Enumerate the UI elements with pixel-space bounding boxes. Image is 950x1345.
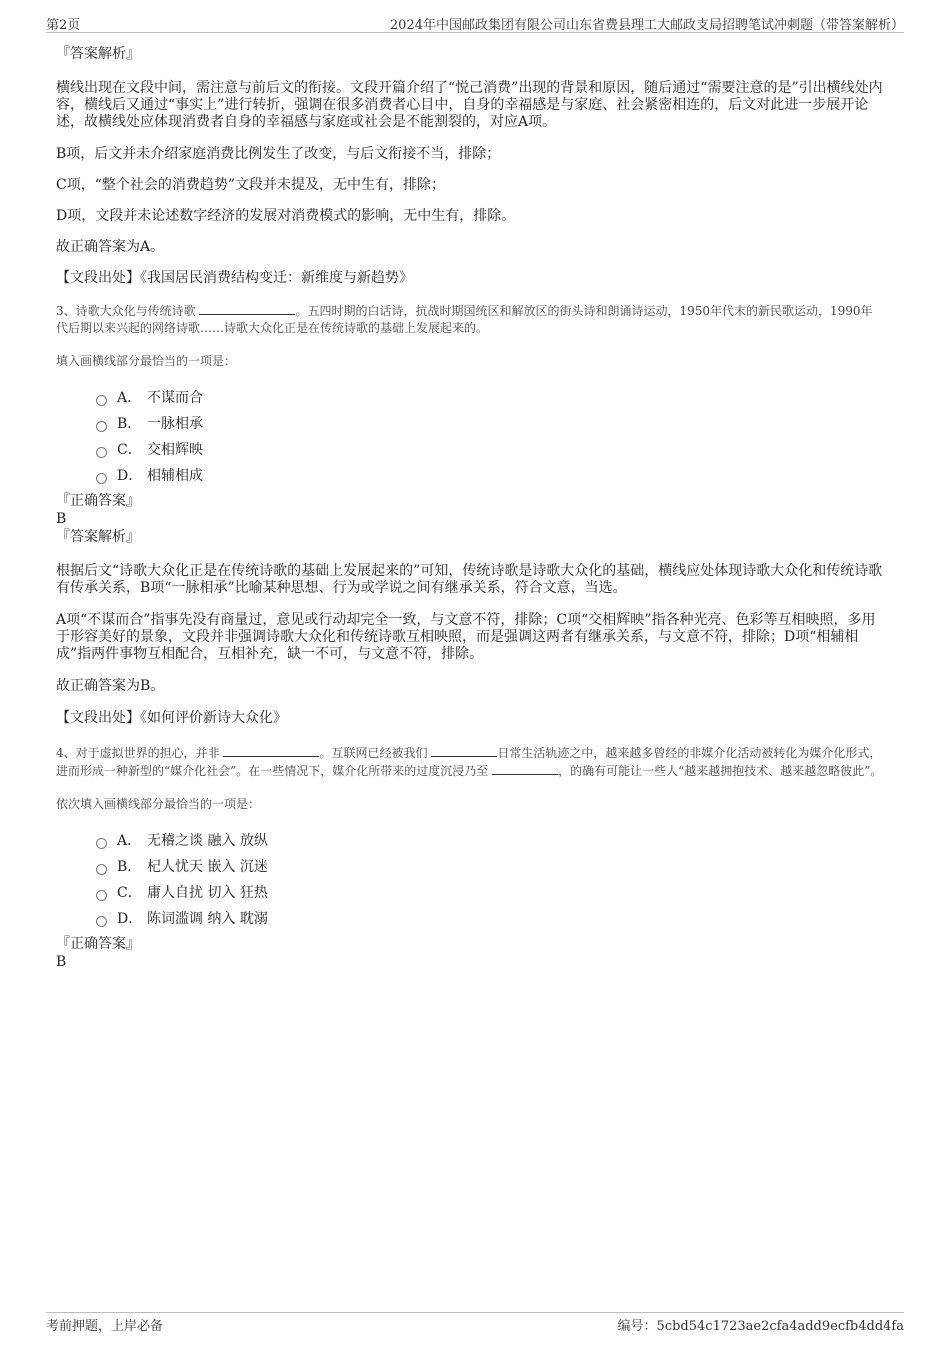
conclusion: 故正确答案为B。 (56, 678, 165, 694)
answer-blank (199, 302, 295, 315)
option-b[interactable]: B． 杞人忧天 嵌入 沉迷 (96, 854, 884, 880)
question-3-text: 3、诗歌大众化与传统诗歌 。五四时期的白话诗，抗战时期国统区和解放区的街头诗和朗诵诗运动，1950年代末的新民歌运动，1990年代后期以来兴起的网络诗歌……诗歌大众化正是在传统诗歌的基础上发展起来的。 (56, 304, 873, 335)
analysis-paragraph: A项“不谋而合”指事先没有商量过，意见或行动却完全一致，与文意不符，排除；C项“交相辉映”指各种光亮、色彩等互相映照，多用于形容美好的景象，文段并非强调诗歌大众化和传统诗歌互相映照，而是强调这两者有继承关系，与文意不符，排除；D项“相辅相成”指两件事物互相配合，互相补充，缺一不可，与文意不符，排除。 (56, 612, 876, 662)
radio-icon[interactable] (96, 395, 107, 406)
analysis-paragraph: 横线出现在文段中间，需注意与前后文的衔接。文段开篇介绍了“悦己消费”出现的背景和原因，随后通过“需要注意的是”引出横线处内容，横线后又通过“事实上”进行转折，强调在很多消费者心目中，自身的幸福感是与家庭、社会紧密相连的，后文对此进一步展开论述，故横线处应体现消费者自身的幸福感与家庭或社会是不能割裂的，对应A项。 (56, 80, 883, 130)
answer-blank (431, 744, 497, 757)
radio-icon[interactable] (96, 890, 107, 901)
question-4-text: 4、对于虚拟世界的担心，并非 。互联网已经被我们 日常生活轨迹之中，越来越多曾经的非媒介化活动被转化为媒介化形式，进而形成一种新型的“媒介化社会”。在一些情况下，媒介化所带来的过度沉浸乃至 ，的确有可能让一些人“越来越拥抱技术、越来越忽略彼此”。 (56, 746, 883, 778)
analysis-paragraph: D项，文段并未论述数字经济的发展对消费模式的影响，无中生有，排除。 (56, 208, 516, 224)
radio-icon[interactable] (96, 447, 107, 458)
answer-label: 『正确答案』 (56, 936, 140, 952)
source-citation: 【文段出处】《如何评价新诗大众化》 (56, 710, 287, 726)
analysis-paragraph: B项，后文并未介绍家庭消费比例发生了改变，与后文衔接不当，排除； (56, 146, 501, 162)
radio-icon[interactable] (96, 916, 107, 927)
page-number: 第2页 (46, 18, 81, 33)
radio-icon[interactable] (96, 473, 107, 484)
page-content (56, 46, 884, 971)
source-citation: 【文段出处】《我国居民消费结构变迁：新维度与新趋势》 (56, 270, 413, 286)
conclusion: 故正确答案为A。 (56, 239, 165, 255)
analysis-label: 『答案解析』 (56, 529, 140, 545)
option-a[interactable]: A． 不谋而合 (96, 385, 884, 411)
footer-slogan: 考前押题，上岸必备 (46, 1319, 164, 1334)
option-b[interactable]: B． 一脉相承 (96, 411, 884, 437)
answer-value: B (56, 954, 67, 970)
question-4-options (96, 828, 884, 932)
question-prompt: 填入画横线部分最恰当的一项是： (56, 354, 237, 368)
page-footer (46, 1312, 904, 1335)
radio-icon[interactable] (96, 838, 107, 849)
option-c[interactable]: C． 交相辉映 (96, 437, 884, 463)
document-id: 编号：5cbd54c1723ae2cfa4add9ecfb4dd4fa (617, 1319, 904, 1334)
option-a[interactable]: A． 无稽之谈 融入 放纵 (96, 828, 884, 854)
answer-value: B (56, 511, 67, 527)
analysis-label: 『答案解析』 (56, 46, 140, 62)
answer-blank (223, 744, 319, 757)
page-header (46, 14, 904, 33)
analysis-paragraph: 根据后文“诗歌大众化正是在传统诗歌的基础上发展起来的”可知，传统诗歌是诗歌大众化的基础，横线应处体现诗歌大众化和传统诗歌有传承关系，B项“一脉相承”比喻某种思想、行为或学说之间有继承关系，符合文意，当选。 (56, 563, 883, 596)
answer-label: 『正确答案』 (56, 493, 140, 509)
answer-blank (492, 762, 558, 775)
option-c[interactable]: C． 庸人自扰 切入 狂热 (96, 880, 884, 906)
radio-icon[interactable] (96, 864, 107, 875)
radio-icon[interactable] (96, 421, 107, 432)
analysis-paragraph: C项，“整个社会的消费趋势”文段并未提及，无中生有，排除； (56, 177, 446, 193)
option-d[interactable]: D． 陈词滥调 纳入 耽溺 (96, 906, 884, 932)
document-title: 2024年中国邮政集团有限公司山东省费县理工大邮政支局招聘笔试冲刺题（带答案解析） (389, 18, 904, 33)
question-3-options (96, 385, 884, 489)
question-prompt: 依次填入画横线部分最恰当的一项是： (56, 797, 261, 811)
option-d[interactable]: D． 相辅相成 (96, 463, 884, 489)
